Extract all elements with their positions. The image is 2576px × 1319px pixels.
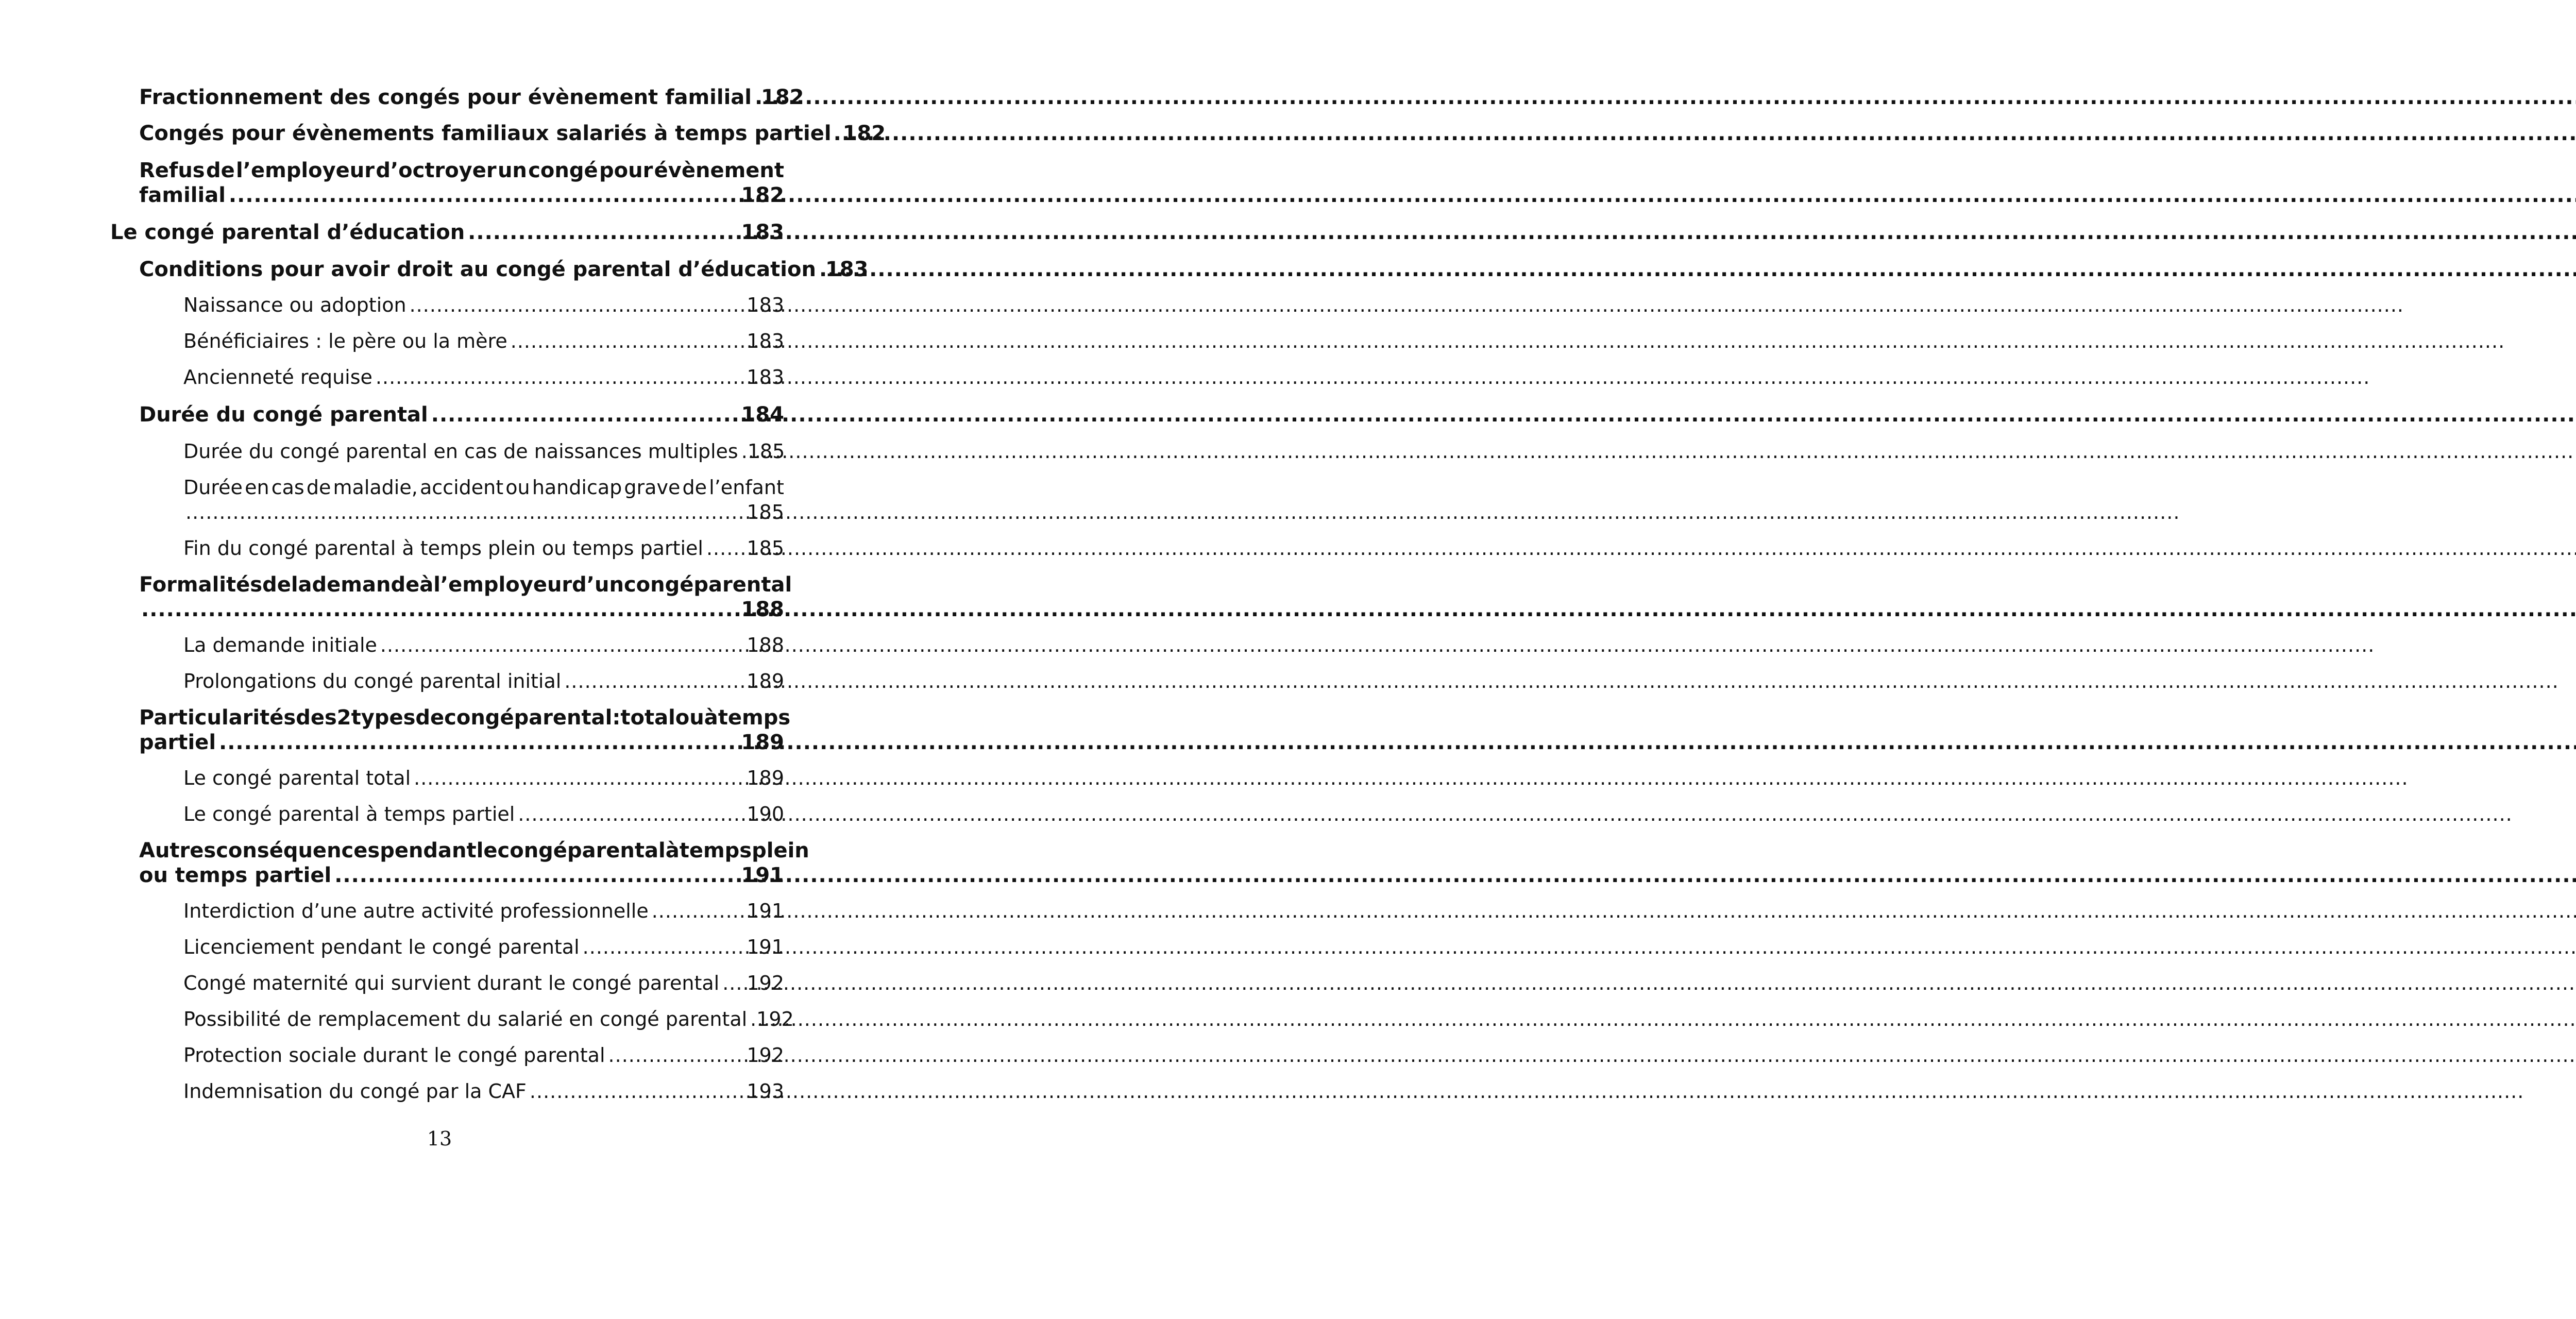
toc-entry-page: 183 [825, 258, 869, 281]
toc-word: congé [444, 706, 514, 730]
toc-entry[interactable] [110, 221, 784, 244]
toc-dot-leader [511, 330, 746, 352]
toc-entry[interactable] [183, 501, 784, 523]
toc-word: : [612, 706, 621, 730]
toc-entry[interactable] [183, 440, 784, 463]
toc-dot-leader [819, 258, 824, 281]
toc-word: congé [528, 159, 598, 182]
toc-word: demande [312, 573, 420, 597]
toc-word: en [245, 476, 269, 499]
toc-entry-page: 189 [747, 767, 784, 789]
toc-entry-title: partiel [139, 731, 216, 754]
toc-entry-title: familial [139, 183, 226, 207]
toc-entry-page: 183 [741, 221, 784, 244]
toc-dot-leader [608, 1044, 746, 1067]
toc-entry[interactable] [139, 864, 784, 887]
toc-dot-leader [583, 936, 746, 958]
toc-word: temps [718, 706, 791, 730]
toc-word: cas [271, 476, 304, 499]
toc-dot-leader [376, 366, 746, 388]
toc-word: Autres [139, 839, 216, 863]
toc-entry-first-line[interactable] [183, 476, 784, 499]
page-number: 13 [427, 1127, 452, 1150]
toc-entry-first-line[interactable] [139, 706, 791, 730]
toc-entry[interactable] [183, 767, 784, 789]
toc-word: conséquences [216, 839, 380, 863]
toc-word: 2 [336, 706, 351, 730]
toc-entry-first-line[interactable] [139, 573, 792, 597]
toc-entry-title: Fin du congé parental à temps plein ou temps partiel [183, 537, 703, 560]
toc-entry[interactable] [139, 86, 804, 109]
toc-word: d’octroyer [376, 159, 497, 182]
toc-entry-page: 183 [747, 366, 784, 388]
toc-entry-page: 191 [747, 900, 784, 922]
toc-dot-leader [219, 731, 740, 754]
toc-entry-page: 192 [747, 1044, 784, 1067]
toc-word: congé [623, 573, 694, 597]
toc-word: de [306, 476, 331, 499]
table-of-contents [0, 0, 886, 1319]
toc-entry[interactable] [139, 183, 784, 207]
toc-dot-leader [334, 864, 740, 887]
toc-entry[interactable] [183, 936, 784, 958]
toc-entry[interactable] [139, 403, 784, 427]
toc-word: l’employeur [236, 159, 375, 182]
toc-entry-title: Durée du congé parental en cas de naissances multiples [183, 440, 738, 463]
toc-word: d’un [572, 573, 624, 597]
toc-entry-page: 182 [761, 86, 804, 109]
toc-entry-page: 182 [842, 122, 886, 145]
toc-entry-page: 185 [747, 501, 784, 523]
toc-dot-leader [834, 122, 841, 145]
toc-dot-leader [141, 598, 740, 621]
toc-entry-title: Le congé parental d’éducation [110, 221, 465, 244]
toc-dot-leader [530, 1080, 746, 1103]
toc-word: grave [624, 476, 681, 499]
toc-entry-title: Possibilité de remplacement du salarié en congé parental [183, 1008, 748, 1030]
toc-entry-page: 188 [741, 598, 784, 621]
toc-word: Refus [139, 159, 205, 182]
toc-word: de [206, 159, 235, 182]
toc-entry-page: 184 [741, 403, 784, 427]
toc-entry[interactable] [183, 537, 784, 560]
toc-entry[interactable] [183, 1008, 794, 1030]
toc-dot-leader [652, 900, 746, 922]
toc-entry-first-line[interactable] [139, 159, 784, 182]
toc-word: Formalités [139, 573, 263, 597]
toc-dot-leader [518, 803, 745, 825]
toc-entry-page: 192 [747, 972, 784, 994]
toc-entry-title: Bénéficiaires : le père ou la mère [183, 330, 507, 352]
toc-entry-title: Interdiction d’une autre activité professionnelle [183, 900, 649, 922]
toc-entry[interactable] [139, 731, 784, 754]
toc-entry-title: Ancienneté requise [183, 366, 372, 388]
toc-word: de [262, 573, 291, 597]
toc-word: accident [420, 476, 504, 499]
toc-entry[interactable] [139, 598, 784, 621]
toc-entry[interactable] [183, 670, 784, 692]
toc-word: à [419, 573, 434, 597]
toc-entry-title: Durée du congé parental [139, 403, 428, 427]
toc-entry-title: Le congé parental à temps partiel [183, 803, 515, 825]
toc-dot-leader [229, 183, 740, 207]
toc-entry-title: Naissance ou adoption [183, 294, 406, 316]
toc-entry-title: La demande initiale [183, 634, 377, 656]
toc-dot-leader [410, 294, 746, 316]
toc-word: des [296, 706, 337, 730]
toc-entry[interactable] [183, 972, 784, 994]
toc-dot-leader [431, 403, 740, 427]
toc-word: handicap [532, 476, 622, 499]
toc-word: parental [693, 573, 792, 597]
toc-entry-title: Le congé parental total [183, 767, 411, 789]
toc-word: le [476, 839, 498, 863]
toc-word: de [682, 476, 707, 499]
toc-dot-leader [380, 634, 746, 656]
toc-entry-title: ou temps partiel [139, 864, 332, 887]
toc-entry[interactable] [183, 330, 784, 352]
toc-word: maladie, [333, 476, 418, 499]
toc-entry-title: Indemnisation du congé par la CAF [183, 1080, 527, 1103]
toc-word: temps [679, 839, 752, 863]
toc-entry-page: 191 [747, 936, 784, 958]
toc-entry[interactable] [183, 900, 784, 922]
toc-entry-title: Congé maternité qui survient durant le congé parental [183, 972, 720, 994]
toc-word: pour [599, 159, 653, 182]
toc-entry-page: 193 [747, 1080, 784, 1103]
toc-word: Particularités [139, 706, 296, 730]
toc-entry[interactable] [183, 366, 784, 388]
toc-word: parental [567, 839, 666, 863]
toc-entry-page: 192 [756, 1008, 794, 1030]
toc-word: congé [497, 839, 567, 863]
toc-word: plein [752, 839, 809, 863]
toc-entry-first-line[interactable] [139, 839, 809, 863]
toc-word: l’employeur [433, 573, 572, 597]
toc-word: parental [514, 706, 613, 730]
toc-word: un [497, 159, 527, 182]
toc-entry-page: 185 [747, 537, 784, 560]
toc-word: total [620, 706, 675, 730]
toc-entry-title: Prolongations du congé parental initial [183, 670, 562, 692]
toc-entry-page: 189 [741, 731, 784, 754]
toc-entry-page: 190 [747, 803, 784, 825]
toc-entry-title: Protection sociale durant le congé parental [183, 1044, 605, 1067]
toc-entry-title: Conditions pour avoir droit au congé parental d’éducation [139, 258, 816, 281]
toc-entry[interactable] [183, 634, 784, 656]
toc-entry[interactable] [183, 1080, 784, 1103]
toc-word: la [291, 573, 312, 597]
toc-entry[interactable] [139, 122, 886, 145]
toc-word: ou [675, 706, 704, 730]
toc-dot-leader [706, 537, 746, 560]
toc-dot-leader [414, 767, 745, 789]
toc-dot-leader [722, 972, 745, 994]
toc-word: pendant [380, 839, 477, 863]
toc-word: Durée [183, 476, 243, 499]
toc-dot-leader [755, 86, 760, 109]
toc-entry[interactable] [183, 294, 784, 316]
toc-dot-leader [468, 221, 740, 244]
toc-entry-page: 185 [747, 440, 785, 463]
toc-entry-title: Licenciement pendant le congé parental [183, 936, 580, 958]
toc-entry-page: 182 [741, 183, 784, 207]
toc-dot-leader [564, 670, 745, 692]
toc-dot-leader [750, 1008, 755, 1030]
toc-entry-page: 183 [747, 330, 784, 352]
toc-entry[interactable] [183, 1044, 784, 1067]
toc-entry[interactable] [139, 258, 869, 281]
toc-word: types [351, 706, 416, 730]
toc-word: évènement [654, 159, 784, 182]
toc-dot-leader [741, 440, 747, 463]
toc-word: de [415, 706, 445, 730]
toc-word: ou [505, 476, 530, 499]
toc-entry-page: 188 [747, 634, 784, 656]
toc-entry-title: Fractionnement des congés pour évènement familial [139, 86, 752, 109]
toc-entry-page: 191 [741, 864, 784, 887]
toc-word: l’enfant [709, 476, 784, 499]
toc-entry[interactable] [183, 803, 784, 825]
toc-word: à [665, 839, 680, 863]
toc-entry-page: 189 [747, 670, 784, 692]
toc-entry-title: Congés pour évènements familiaux salariés à temps partiel [139, 122, 832, 145]
toc-entry-page: 183 [747, 294, 784, 316]
toc-dot-leader [185, 501, 745, 523]
toc-word: à [704, 706, 718, 730]
